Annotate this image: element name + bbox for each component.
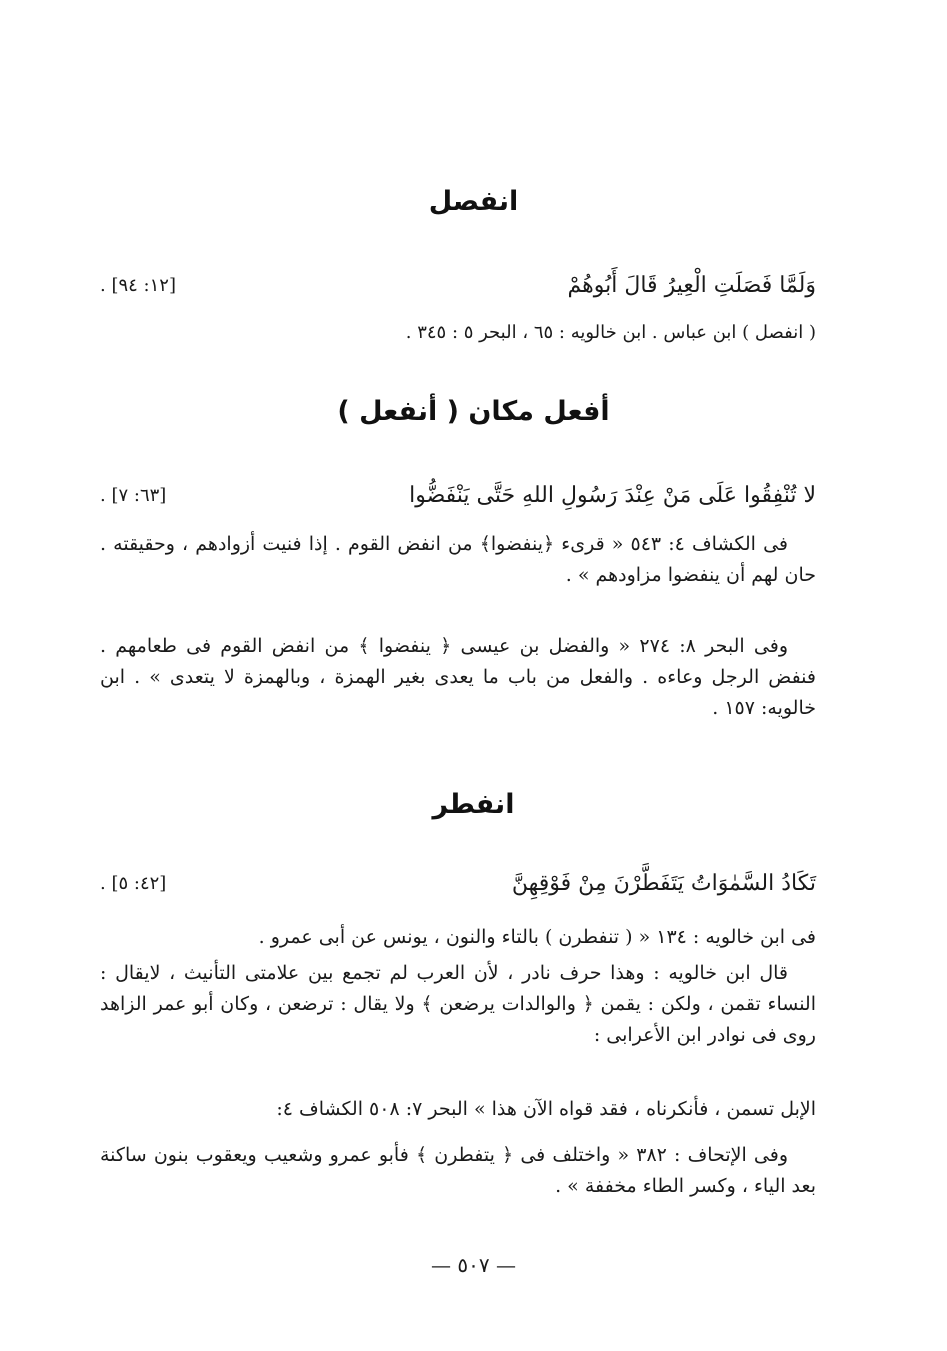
quran-verse-row — [100, 864, 816, 904]
commentary-paragraph: قال ابن خالويه : وهذا حرف نادر ، لأن العرب لم تجمع بين علامتى التأنيث ، لايقال : النساء تقمن ، ولكن : يقمن ﴿ والوالدات يرضعن ﴾ ولا يقال : ترضعن ، وكان أبو عمر الزاهد روى فى نوادر ابن الأعرابى : — [100, 962, 816, 1046]
quran-verse: وَلَمَّا فَصَلَتِ الْعِيرُ قَالَ أَبُوهُمْ — [567, 273, 816, 298]
commentary-paragraph: وفى الإتحاف : ٣٨٢ « واختلف فى ﴿ يتفطرن ﴾ فأبو عمرو وشعيب ويعقوب بنون ساكنة بعد الياء ، وكسر الطاء مخففة » . — [100, 1144, 816, 1197]
section-heading: أفعل مكان ( أنفعل ) — [337, 396, 610, 427]
verse-reference: [٤٢: ٥] . — [100, 873, 167, 894]
commentary-paragraph: فى الكشاف ٤: ٥٤٣ « قرىء ﴿ينفضوا﴾ من انفض القوم . إذا فنيت أزوادهم ، وحقيقته . حان لهم أن ينفضوا مزاودهم » . — [100, 533, 816, 586]
commentary-paragraph: وفى البحر ٨: ٢٧٤ « والفضل بن عيسى ﴿ ينفضوا ﴾ من انفض القوم فى طعامهم . فنفض الرجل وعاءه . والفعل من باب ما يعدى بغير الهمزة ، وبالهمزة لا يتعدى » . ابن خالويه: ١٥٧ . — [100, 635, 816, 719]
quran-verse: تَكَادُ السَّمٰوَاتُ يَتَفَطَّرْنَ مِنْ فَوْقِهِنَّ — [511, 871, 816, 896]
quran-verse-row — [100, 476, 816, 516]
commentary-line: فى ابن خالويه : ١٣٤ « ( تنفطرن ) بالتاء والنون ، يونس عن أبى عمرو . — [258, 926, 816, 948]
page-number: — ٥٠٧ — — [431, 1253, 516, 1277]
section-heading: انفطر — [432, 789, 515, 820]
section-heading: انفصل — [428, 186, 519, 217]
quran-verse-row — [100, 266, 816, 306]
verse-reference: [٦٣: ٧] . — [100, 485, 167, 506]
verse-reference: [١٢: ٩٤] . — [100, 275, 176, 296]
quran-verse: لا تُنْفِقُوا عَلَى مَنْ عِنْدَ رَسُولِ اللهِ حَتَّى يَنْفَضُّوا — [409, 483, 816, 508]
citation-line: ( انفصل ) ابن عباس . ابن خالويه : ٦٥ ، البحر ٥ : ٣٤٥ . — [405, 322, 816, 343]
commentary-line: الإبل تسمن ، فأنكرناه ، فقد قواه الآن هذا » البحر ٧: ٥٠٨ الكشاف ٤: — [276, 1098, 816, 1120]
